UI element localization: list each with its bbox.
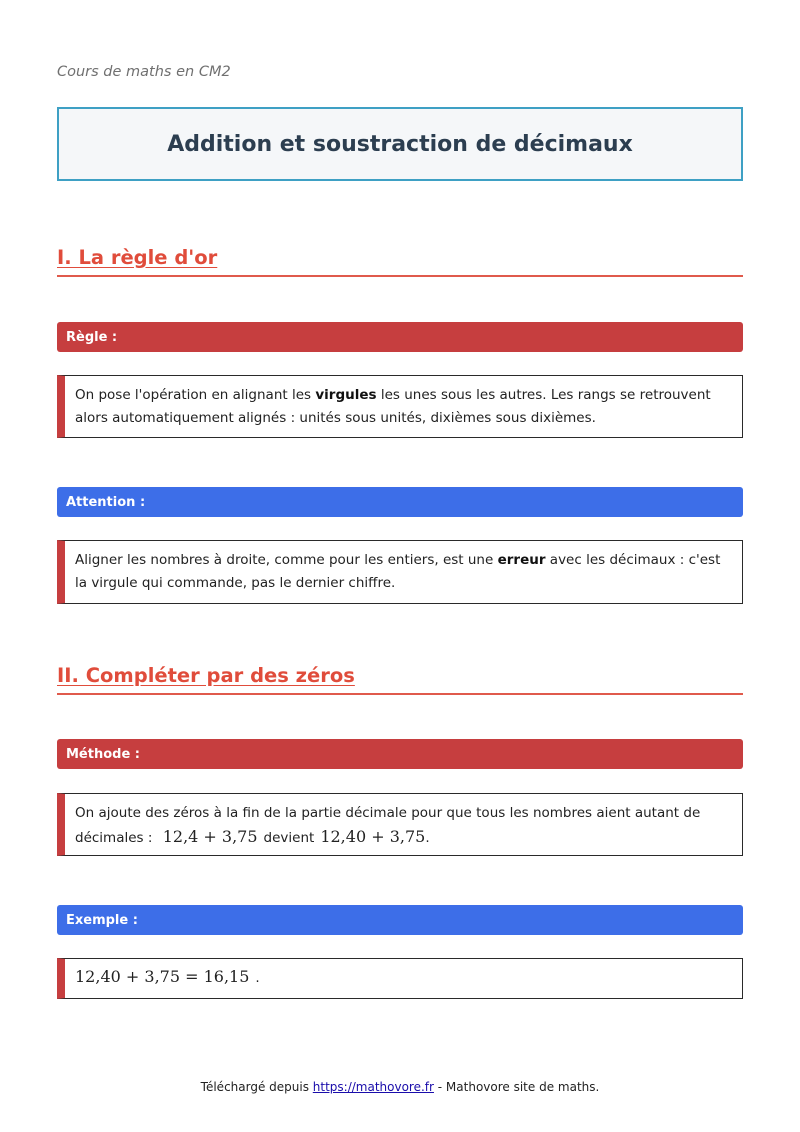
method-text-end: . — [425, 830, 430, 846]
method-text-middle: devient — [263, 830, 315, 846]
method-box — [57, 793, 743, 856]
rule-bold-word: virgules — [315, 387, 377, 403]
footer-prefix: Téléchargé depuis — [200, 1080, 313, 1094]
course-subtitle: Cours de maths en CM2 — [57, 64, 231, 80]
example-label: Exemple : — [66, 912, 138, 928]
rule-box — [57, 375, 743, 438]
section-heading-1 — [57, 246, 743, 277]
method-math-expression-1: 12,4 + 3,75 — [162, 827, 258, 846]
page-title: Addition et soustraction de décimaux — [167, 131, 633, 157]
method-text: On ajoute des zéros à la fin de la partie décimale pour que tous les nombres aient autant de décimales : — [75, 805, 701, 846]
title-box — [57, 107, 743, 181]
example-math-expression: 12,40 + 3,75 = 16,15 — [75, 967, 250, 986]
example-label-bar — [57, 905, 743, 935]
attention-bold-word: erreur — [497, 552, 546, 568]
example-text-end: . — [255, 970, 260, 986]
section-title-2: II. Compléter par des zéros — [57, 664, 355, 687]
attention-text-start: Aligner les nombres à droite, comme pour les entiers, est une — [75, 552, 498, 568]
attention-label-bar — [57, 487, 743, 517]
method-label-bar — [57, 739, 743, 769]
rule-label: Règle : — [66, 329, 118, 345]
method-label: Méthode : — [66, 746, 141, 762]
method-math-expression-2: 12,40 + 3,75 — [320, 827, 426, 846]
footer-link[interactable]: https://mathovore.fr — [312, 1080, 434, 1094]
rule-text-end: les unes sous les autres. Les rangs se retrouvent alors automatiquement alignés : unités sous unités, dixièmes sous dixièmes. — [75, 387, 711, 426]
footer — [0, 1080, 800, 1094]
footer-suffix: - Mathovore site de maths. — [433, 1080, 600, 1094]
section-title-1: I. La règle d'or — [57, 246, 218, 269]
example-box — [57, 958, 743, 999]
attention-box — [57, 540, 743, 604]
rule-label-bar — [57, 322, 743, 352]
section-heading-2 — [57, 664, 743, 695]
attention-label: Attention : — [66, 494, 146, 510]
attention-text-end: avec les décimaux : c'est la virgule qui commande, pas le dernier chiffre. — [75, 552, 721, 591]
rule-text-start: On pose l'opération en alignant les — [75, 387, 316, 403]
